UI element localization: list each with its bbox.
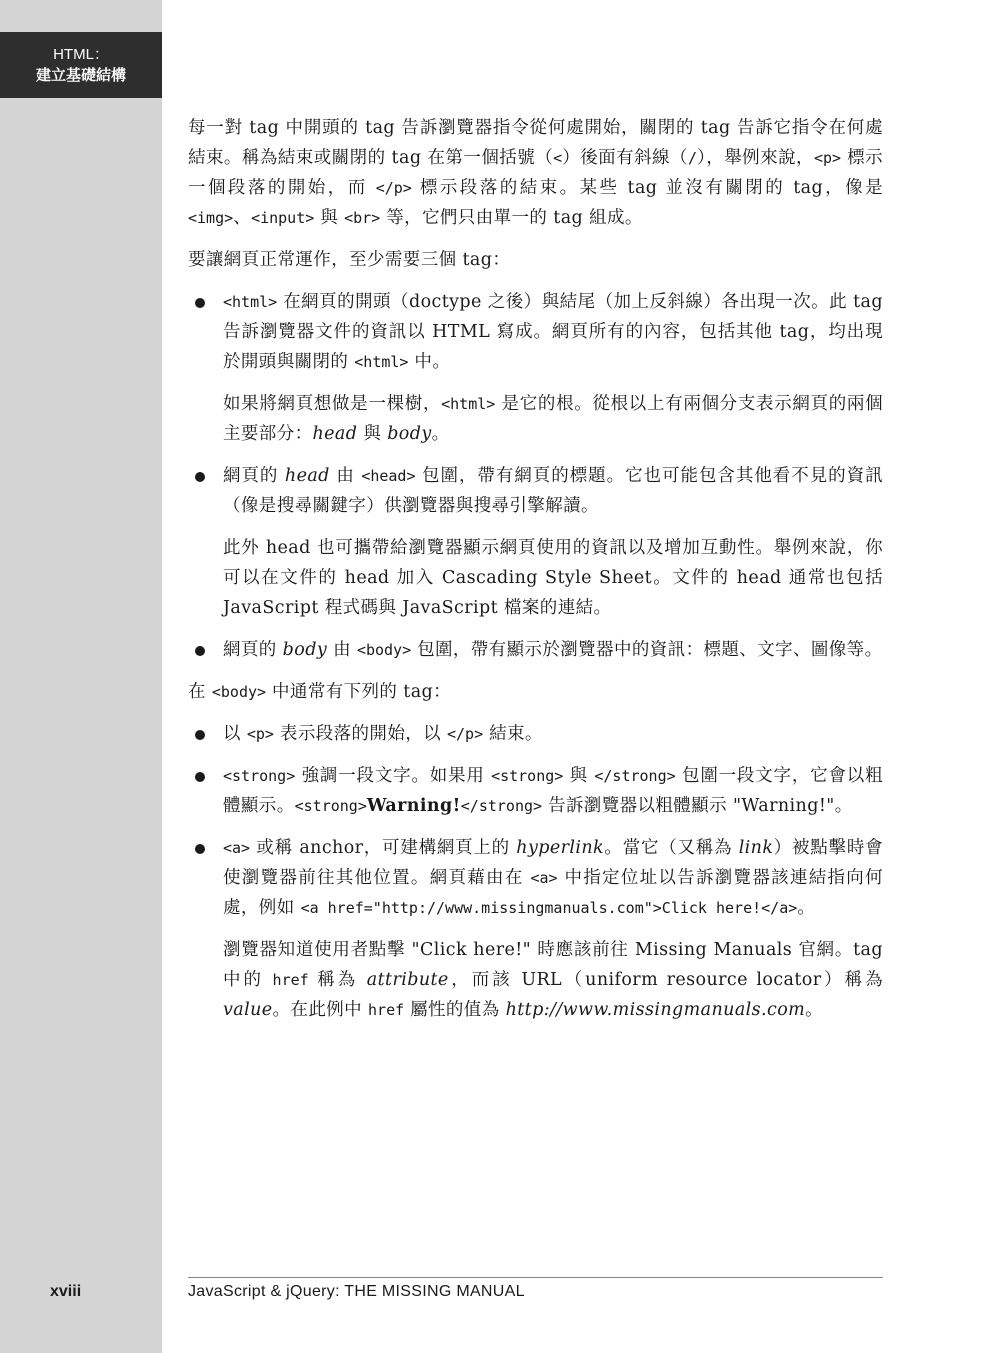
list-item-html: <html> 在網頁的開頭（doctype 之後）與結尾（加上反斜線）各出現一次。此 tag 告訴瀏覽器文件的資訊以 HTML 寫成。網頁所有的內容，包括其他 tag，均出現於開頭與關閉的 <html> 中。 [188,287,883,377]
list-item-head-note: 此外 head 也可攜帶給瀏覽器顯示網頁使用的資訊以及增加互動性。舉例來說，你可以在文件的 head 加入 Cascading Style Sheet。文件的 head 通常也包括 JavaScript 程式碼與 JavaScript 檔案的連結。 [223,538,883,618]
list-item-body: 網頁的 body 由 <body> 包圍，帶有顯示於瀏覽器中的資訊：標題、文字、圖像等。 [188,635,883,665]
chapter-label: HTML： [53,46,109,63]
chapter-tab [0,32,162,98]
missing-manuals-url: http://www.missingmanuals.com [505,1000,806,1020]
list-item-strong: <strong> 強調一段文字。如果用 <strong> 與 </strong> 包圍一段文字，它會以粗體顯示。<strong>Warning!</strong> 告訴瀏覽器以粗體顯示 "Warning!"。 [188,761,883,821]
list-item-p: 以 <p> 表示段落的開始，以 </p> 結束。 [188,719,883,749]
bullet-icon [195,772,205,782]
footer-divider [188,1277,883,1278]
list-item-html-note: 如果將網頁想做是一棵樹，<html> 是它的根。從根以上有兩個分支表示網頁的兩個主要部分：head 與 body。 [223,394,883,444]
page-number: xviii [50,1283,82,1300]
chapter-title: 建立基礎結構 [35,67,126,84]
main-content [188,113,883,1037]
list-item-head: 網頁的 head 由 <head> 包圍，帶有網頁的標題。它也可能包含其他看不見的資訊（像是搜尋關鍵字）供瀏覽器與搜尋引擎解讀。 [188,461,883,521]
paragraph-three-tags: 要讓網頁正常運作，至少需要三個 tag： [188,250,511,270]
bullet-icon [195,844,205,854]
bullet-icon [195,730,205,740]
paragraph-body-tags: 在 <body> 中通常有下列的 tag： [188,682,452,702]
list-item-anchor: <a> 或稱 anchor，可建構網頁上的 hyperlink。當它（又稱為 link）被點擊時會使瀏覽器前往其他位置。網頁藉由在 <a> 中指定位址以告訴瀏覽器該連結指向何處，例如 <a href="http://www.missingmanuals.com">Click here!</a>。 [188,833,883,923]
bullet-icon [195,472,205,482]
bullet-icon [195,646,205,656]
footer-book-title: JavaScript & jQuery: THE MISSING MANUAL [188,1283,525,1300]
anchor-example-code: <a href="http://www.missingmanuals.com">Click here!</a> [300,899,798,917]
paragraph-intro: 每一對 tag 中開頭的 tag 告訴瀏覽器指令從何處開始，關閉的 tag 告訴它指令在何處結束。稱為結束或關閉的 tag 在第一個括號（<）後面有斜線（/），舉例來說，<p> 標示一個段落的開始，而 </p> 標示段落的結束。某些 tag 並沒有關閉的 tag，像是 <img>、<input> 與 <br> 等，它們只由單一的 tag 組成。 [188,118,884,228]
list-item-anchor-note: 瀏覽器知道使用者點擊 "Click here!" 時應該前往 Missing Manuals 官網。tag 中的 href 稱為 attribute，而該 URL（uniform resource locator）稱為 value。在此例中 href 屬性的值為 http://www.missingmanuals.com。 [223,940,883,1020]
sidebar [0,0,162,1353]
bullet-icon [195,298,205,308]
